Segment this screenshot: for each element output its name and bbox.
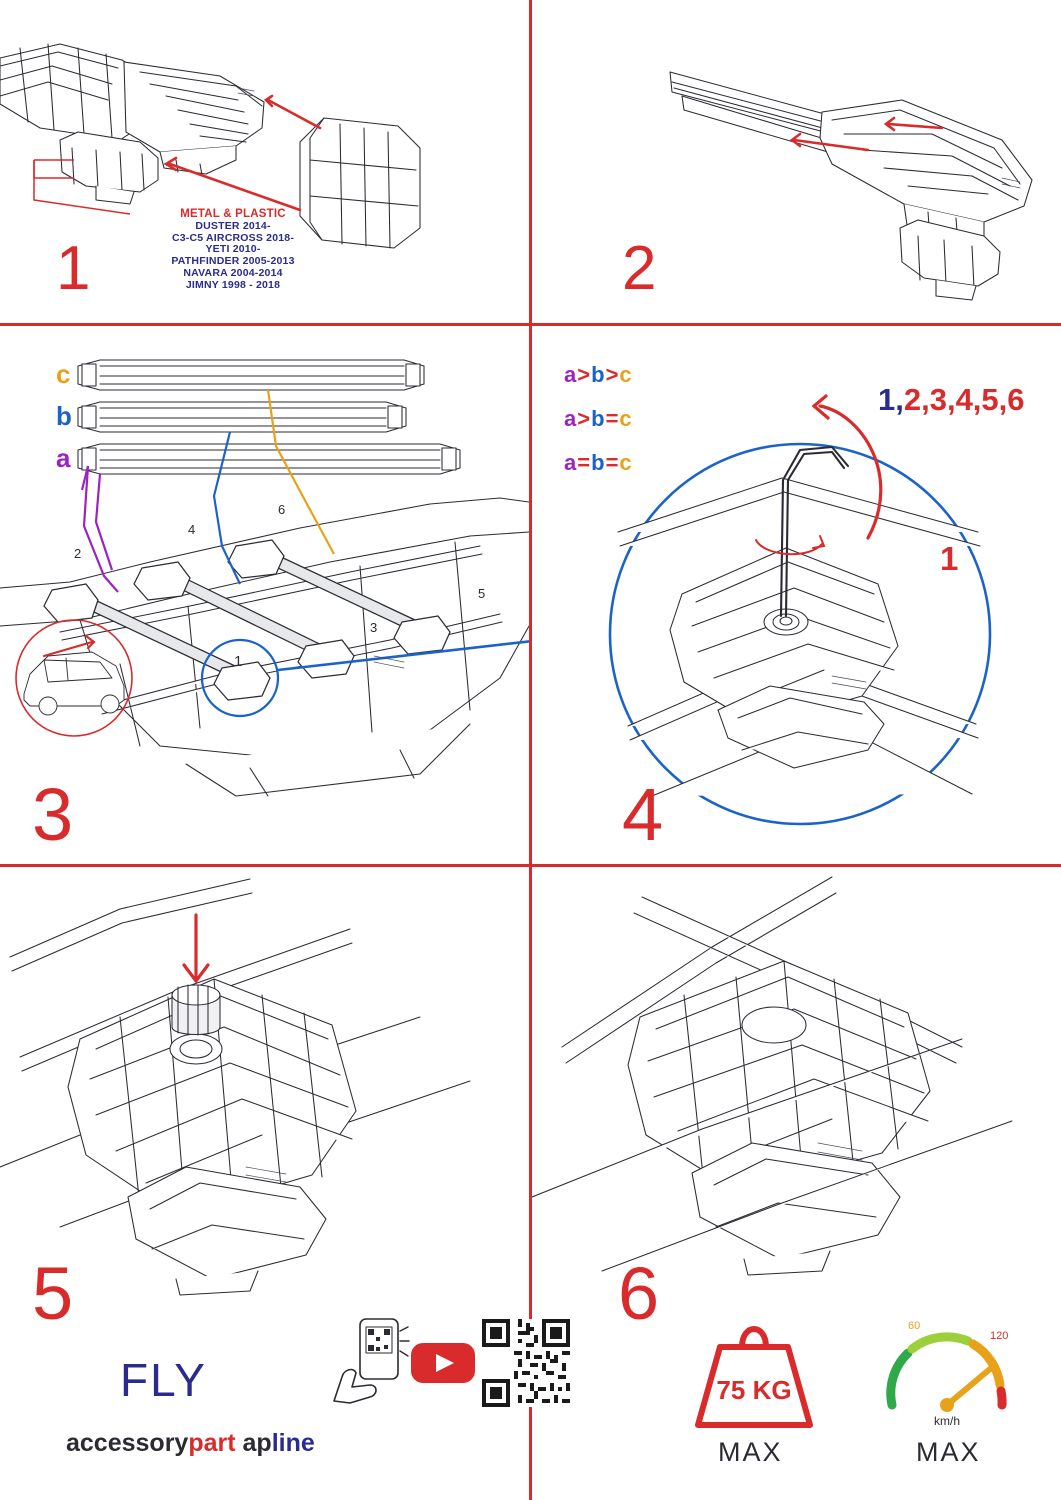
panel-step-6 — [532, 867, 1061, 1500]
bar-label-b: b — [56, 401, 72, 431]
sequence-rest: 2,3,4,5,6 — [903, 382, 1025, 417]
callout-4: 4 — [188, 522, 196, 537]
brand-ap: ap — [242, 1429, 272, 1457]
eq2-right: c — [619, 450, 633, 475]
eq1-mid: b — [591, 406, 606, 431]
callout-6: 6 — [278, 502, 286, 517]
eq0-left: a — [564, 362, 578, 387]
callout-5: 5 — [478, 586, 486, 601]
speed-max-label: MAX — [916, 1437, 981, 1467]
eq2-op1: = — [577, 450, 592, 475]
turn-count-label: 1 — [940, 540, 959, 577]
speed-high-label: 120 — [990, 1330, 1009, 1342]
compatibility-note — [118, 208, 348, 291]
eq2-left: a — [564, 450, 578, 475]
speed-low-label: 60 — [908, 1320, 921, 1332]
step-number-1: 1 — [56, 234, 91, 303]
panel-step-5 — [0, 867, 529, 1500]
step-number-5: 5 — [32, 1252, 74, 1335]
eq1-op1: > — [577, 406, 592, 431]
compat-model-5: JIMNY 1998 - 2018 — [185, 278, 281, 291]
max-speed-icon — [872, 1299, 1022, 1429]
step2-illustration — [532, 0, 1061, 323]
step-number-3: 3 — [32, 773, 74, 856]
eq1-right: c — [619, 406, 633, 431]
brand-part: part — [188, 1429, 236, 1457]
compat-model-1: C3-C5 AIRCROSS 2018- — [171, 231, 295, 244]
tighten-sequence — [878, 382, 1025, 418]
panel-step-3 — [0, 326, 633, 864]
step-number-6: 6 — [618, 1252, 660, 1335]
callout-2: 2 — [74, 546, 82, 561]
brand-line: line — [271, 1429, 315, 1457]
panel-step-1 — [0, 0, 529, 323]
step6-illustration — [532, 867, 1061, 1307]
sequence-first: 1, — [878, 382, 904, 417]
brand-fly: FLY — [120, 1354, 207, 1406]
compat-model-4: NAVARA 2004-2014 — [183, 266, 283, 279]
eq2-op2: = — [605, 450, 620, 475]
step3-illustration — [0, 326, 529, 864]
speed-unit-label: km/h — [933, 1414, 961, 1428]
compat-heading: METAL & PLASTIC — [180, 208, 286, 220]
brand-subline — [66, 1429, 315, 1458]
step-number-4: 4 — [622, 773, 664, 856]
callout-1: 1 — [234, 653, 243, 670]
scan-phone-icon — [330, 1315, 410, 1405]
arrow-red-2 — [170, 164, 300, 210]
callout-3: 3 — [370, 620, 378, 635]
max-weight-icon — [684, 1307, 824, 1437]
panel-step-2 — [532, 0, 1061, 323]
youtube-icon[interactable] — [410, 1339, 476, 1387]
weight-value: 75 KG — [716, 1375, 792, 1405]
compat-model-2: YETI 2010- — [205, 243, 261, 256]
eq2-mid: b — [591, 450, 606, 475]
eq1-left: a — [564, 406, 578, 431]
eq0-op1: > — [577, 362, 592, 387]
eq1-op2: = — [605, 406, 620, 431]
panel-step-4 — [532, 326, 1061, 864]
step5-illustration — [0, 867, 529, 1347]
compat-model-0: DUSTER 2014- — [195, 219, 271, 232]
eq0-op2: > — [605, 362, 620, 387]
eq0-mid: b — [591, 362, 606, 387]
weight-max-label: MAX — [718, 1437, 783, 1467]
step-number-2: 2 — [622, 234, 657, 303]
compat-model-3: PATHFINDER 2005-2013 — [171, 255, 295, 268]
brand-accessory: accessory — [66, 1429, 189, 1457]
eq0-right: c — [619, 362, 633, 387]
bar-label-a: a — [56, 443, 71, 473]
bar-label-c: c — [56, 359, 71, 389]
arrow-red-1 — [268, 100, 320, 128]
